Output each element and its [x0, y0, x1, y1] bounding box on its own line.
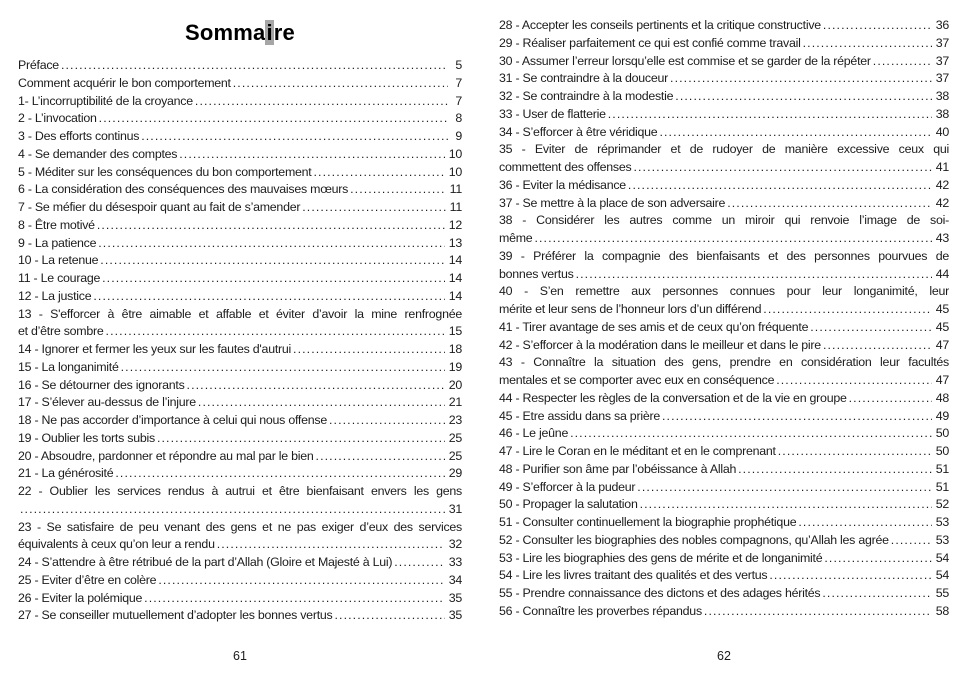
toc-entry-text: 26 - Eviter la polémique: [18, 590, 143, 605]
toc-page-number: 7: [455, 93, 462, 108]
toc-line[interactable]: [18, 128, 462, 146]
toc-entry-text: commettent des offenses: [499, 160, 632, 174]
toc-line[interactable]: [499, 301, 949, 319]
toc-line[interactable]: [18, 448, 462, 466]
toc-page-number: 49: [935, 408, 949, 423]
dot-leader: [568, 425, 932, 443]
toc-entry-text: 3 - Des efforts continus: [18, 129, 140, 143]
toc-line[interactable]: [18, 465, 462, 483]
toc-line[interactable]: [499, 230, 949, 248]
toc-list-right: [499, 17, 949, 621]
dot-leader: [822, 550, 931, 568]
toc-page-number: 43: [935, 231, 949, 245]
toc-entry-text: équivalents à ceux qu’on leur a rendu: [18, 537, 215, 552]
toc-line[interactable]: [499, 35, 949, 53]
toc-page-number: 25: [448, 448, 462, 463]
toc-line[interactable]: [18, 164, 462, 182]
dot-leader: [736, 461, 932, 479]
dot-leader: [177, 146, 444, 164]
toc-line[interactable]: [499, 603, 949, 621]
dot-leader: [300, 199, 445, 217]
toc-entry-text: 47 - Lire le Coran en le méditant et en le comprenant: [499, 444, 776, 458]
dot-leader: [847, 390, 932, 408]
toc-entry-text: 28 - Accepter les conseils pertinents et la critique constructive: [499, 18, 821, 32]
toc-entry-text: 31 - Se contraindre à la douceur: [499, 71, 669, 86]
dot-leader: [606, 106, 932, 124]
toc-page-number: 35: [448, 608, 462, 623]
dot-leader: [96, 235, 444, 253]
toc-line[interactable]: [499, 88, 949, 106]
toc-page-number: 38: [935, 89, 949, 103]
toc-line[interactable]: [499, 585, 949, 603]
toc-page-number: 14: [448, 253, 462, 268]
toc-line[interactable]: [18, 323, 462, 341]
toc-line[interactable]: [18, 199, 462, 217]
dot-leader: [761, 301, 931, 319]
toc-line[interactable]: [18, 341, 462, 359]
dot-leader: [100, 270, 445, 288]
toc-page-number: 10: [448, 146, 462, 161]
dot-leader: [774, 372, 931, 390]
dot-leader: [702, 603, 932, 621]
toc-entry-text: 7 - Se méfier du désespoir quant au fait de s’amender: [18, 200, 301, 214]
toc-line[interactable]: [499, 461, 949, 479]
toc-line[interactable]: [499, 532, 949, 550]
toc-entry-text: 15 - La longanimité: [18, 359, 119, 374]
toc-page-number: 54: [935, 550, 949, 565]
toc-page-number: 23: [448, 413, 462, 427]
toc-page-number: 25: [448, 430, 462, 445]
toc-entry-text: 4 - Se demander des comptes: [18, 146, 178, 161]
toc-page-number: 18: [448, 342, 462, 356]
toc-list-left: [18, 57, 462, 625]
toc-entry-text: 29 - Réaliser parfaitement ce qui est confié comme travail: [499, 35, 801, 50]
toc-page-number: 11: [449, 200, 462, 214]
dot-leader: [660, 408, 932, 426]
toc-page-number: 9: [455, 129, 462, 143]
toc-entry-text: 52 - Consulter les biographies des nobles compagnons, qu’Allah les agrée: [499, 532, 889, 547]
dot-leader: [635, 479, 931, 497]
toc-entry-text: 1- L’incorruptibilité de la croyance: [18, 93, 193, 108]
toc-page-right: [499, 17, 949, 621]
toc-line[interactable]: [18, 146, 462, 164]
dot-leader: [631, 159, 931, 177]
toc-page-number: 37: [935, 35, 949, 50]
dot-leader: [889, 532, 932, 550]
toc-line[interactable]: [18, 377, 462, 395]
toc-line[interactable]: [18, 430, 462, 448]
toc-line[interactable]: [18, 536, 462, 554]
toc-page-number: 34: [448, 572, 462, 587]
dot-leader: [668, 70, 932, 88]
toc-page-number: 42: [935, 177, 949, 192]
toc-page-left: [18, 20, 462, 625]
dot-leader: [97, 110, 448, 128]
dot-leader: [532, 230, 931, 248]
page-number-footer-right: 62: [717, 649, 731, 663]
dot-leader: [104, 323, 445, 341]
toc-page-number: 13: [448, 235, 462, 250]
toc-line[interactable]: [18, 607, 462, 625]
page-title[interactable]: [18, 20, 462, 46]
dot-leader: [156, 572, 444, 590]
toc-line[interactable]: [18, 412, 462, 430]
toc-entry-text: 48 - Purifier son âme par l’obéissance à Allah: [499, 461, 737, 476]
toc-line[interactable]: [499, 17, 949, 35]
toc-line[interactable]: [499, 514, 949, 532]
toc-page-number: 11: [449, 182, 462, 197]
dot-leader: [95, 217, 445, 235]
dot-leader: [314, 448, 445, 466]
dot-leader: [142, 590, 445, 608]
toc-page-number: 14: [448, 288, 462, 303]
toc-line[interactable]: [18, 359, 462, 377]
toc-line[interactable]: [18, 270, 462, 288]
dot-leader: [348, 181, 446, 199]
dot-leader: [725, 195, 932, 213]
toc-entry-text: 36 - Eviter la médisance: [499, 177, 626, 192]
toc-line[interactable]: 23 - Se satisfaire de peu venant des gens et ne pas exiger d’eux des services: [18, 519, 462, 534]
dot-leader: [139, 128, 448, 146]
toc-line[interactable]: [499, 337, 949, 355]
dot-leader: [821, 17, 932, 35]
toc-page-number: 7: [455, 75, 462, 90]
dot-leader: [215, 536, 445, 554]
dot-leader: [185, 377, 445, 395]
toc-entry-text: 5 - Méditer sur les conséquences du bon comportement: [18, 164, 312, 179]
toc-page-number: 58: [935, 603, 949, 618]
toc-entry-text: 18 - Ne pas accorder d’importance à celui qui nous offense: [18, 413, 327, 427]
toc-line[interactable]: [18, 554, 462, 572]
dot-leader: [808, 319, 931, 337]
toc-page-number: 40: [935, 124, 949, 139]
toc-entry-text: 6 - La considération des conséquences des mauvaises mœurs: [18, 182, 349, 197]
toc-page-number: 54: [935, 568, 949, 583]
toc-page-number: 32: [448, 537, 462, 552]
toc-page-number: 41: [935, 160, 949, 174]
toc-entry-text: mentales et se comporter avec eux en conséquence: [499, 373, 775, 387]
toc-entry-text: 54 - Lire les livres traitant des qualités et des vertus: [499, 568, 768, 583]
toc-line[interactable]: [18, 252, 462, 270]
toc-page-number: 50: [935, 444, 949, 458]
dot-leader: [196, 394, 445, 412]
dot-leader: [796, 514, 931, 532]
toc-entry-text: 2 - L’invocation: [18, 111, 97, 126]
toc-entry-text: même: [499, 231, 533, 245]
toc-entry-text: 17 - S’élever au-dessus de l’injure: [18, 395, 196, 410]
toc-page-number: 5: [455, 58, 462, 72]
toc-entry-text: 45 - Etre assidu dans sa prière: [499, 408, 660, 423]
toc-line[interactable]: [499, 53, 949, 71]
toc-page-number: 42: [935, 195, 949, 210]
toc-page-number: 48: [935, 390, 949, 405]
toc-page-number: 50: [935, 426, 949, 441]
text-cursor: i: [266, 20, 273, 45]
dot-leader: [119, 359, 445, 377]
toc-entry-text: 41 - Tirer avantage de ses amis et de ceux qu’on fréquente: [499, 319, 809, 334]
toc-page-number: 8: [455, 111, 462, 126]
toc-page-number: 12: [448, 217, 462, 232]
toc-entry-text: 46 - Le jeûne: [499, 426, 569, 441]
dot-leader: [231, 75, 448, 93]
toc-line[interactable]: [499, 70, 949, 88]
toc-line[interactable]: [18, 93, 462, 111]
title-text-after: re: [273, 20, 295, 45]
toc-page-number: 21: [448, 395, 462, 410]
toc-line[interactable]: 40 - S’en remettre aux personnes connues pour leur longanimité, leur: [499, 284, 949, 299]
toc-line[interactable]: [18, 394, 462, 412]
toc-page-number: 55: [935, 586, 949, 600]
toc-line[interactable]: 35 - Eviter de réprimander et de rudoyer de manière excessive ceux qui: [499, 142, 949, 157]
toc-page-number: 37: [935, 53, 949, 68]
toc-page-number: 10: [448, 164, 462, 179]
dot-leader: [392, 554, 444, 572]
toc-entry-text: 19 - Oublier les torts subis: [18, 430, 155, 445]
toc-entry-text: 16 - Se détourner des ignorants: [18, 377, 185, 392]
toc-page-number: 31: [448, 501, 462, 516]
dot-leader: [193, 93, 448, 111]
toc-entry-text: 44 - Respecter les règles de la conversation et de la vie en groupe: [499, 390, 847, 405]
toc-page-number: 53: [935, 515, 949, 529]
toc-entry-text: 42 - S’efforcer à la modération dans le meilleur et dans le pire: [499, 337, 821, 352]
toc-entry-text: 37 - Se mettre à la place de son adversaire: [499, 195, 726, 210]
toc-entry-text: Préface: [18, 58, 59, 72]
toc-entry-text: 10 - La retenue: [18, 253, 99, 268]
dot-leader: [113, 465, 444, 483]
toc-line[interactable]: [499, 177, 949, 195]
toc-line[interactable]: [18, 235, 462, 253]
toc-line[interactable]: 13 - S'efforcer à être aimable et affable et éviter d’avoir la mine renfrognée: [18, 306, 462, 321]
toc-entry-text: 34 - S’efforcer à être véridique: [499, 124, 658, 139]
toc-page-number: 51: [935, 461, 949, 476]
toc-line[interactable]: 43 - Connaître la situation des gens, prendre en considération leur facultés: [499, 355, 949, 370]
toc-line[interactable]: [499, 479, 949, 497]
toc-entry-text: 12 - La justice: [18, 288, 92, 303]
dot-leader: [657, 124, 931, 142]
toc-page-number: 52: [935, 497, 949, 512]
toc-page-number: 15: [448, 324, 462, 339]
dot-leader: [18, 501, 445, 519]
toc-line[interactable]: [499, 496, 949, 514]
toc-line[interactable]: [499, 408, 949, 426]
toc-entry-text: 11 - Le courage: [18, 271, 101, 285]
dot-leader: [767, 567, 931, 585]
toc-entry-text: 14 - Ignorer et fermer les yeux sur les fautes d'autrui: [18, 342, 292, 356]
toc-page-number: 45: [935, 319, 949, 334]
toc-line[interactable]: [18, 590, 462, 608]
dot-leader: [776, 443, 932, 461]
toc-page-number: 37: [935, 71, 949, 86]
toc-line[interactable]: 22 - Oublier les services rendus à autrui et être bienfaisant envers les gens: [18, 484, 462, 498]
toc-entry-text: 20 - Absoudre, pardonner et répondre au mal par le bien: [18, 448, 314, 463]
dot-leader: [312, 164, 445, 182]
dot-leader: [638, 496, 932, 514]
toc-entry-text: 24 - S’attendre à être rétribué de la part d’Allah (Gloire et Majesté à Lui): [18, 555, 393, 569]
page-number-footer-left: 61: [233, 649, 247, 663]
toc-line[interactable]: 38 - Considérer les autres comme un miroir qui renvoie l’image de soi-: [499, 213, 949, 228]
toc-entry-text: 30 - Assumer l’erreur lorsqu’elle est commise et se garder de la répéter: [499, 53, 871, 68]
toc-entry-text: Comment acquérir le bon comportement: [18, 75, 231, 90]
dot-leader: [332, 607, 444, 625]
toc-page-number: 38: [935, 106, 949, 121]
toc-line[interactable]: [499, 159, 949, 177]
toc-line[interactable]: [499, 319, 949, 337]
toc-entry-text: mérite et leur sens de l’honneur lors d’un différend: [499, 302, 762, 316]
dot-leader: [91, 288, 444, 306]
toc-line[interactable]: [499, 372, 949, 390]
toc-page-number: 19: [448, 359, 462, 374]
toc-entry-text: 25 - Eviter d’être en colère: [18, 572, 157, 587]
toc-entry-text: 21 - La générosité: [18, 466, 114, 481]
toc-line[interactable]: [499, 106, 949, 124]
toc-line[interactable]: [18, 181, 462, 199]
dot-leader: [871, 53, 932, 71]
title-text-before: Somma: [185, 20, 266, 45]
toc-line[interactable]: [18, 57, 462, 75]
toc-entry-text: et d’être sombre: [18, 324, 104, 339]
toc-line[interactable]: [499, 195, 949, 213]
toc-line[interactable]: [18, 501, 462, 519]
toc-entry-text: 33 - User de flatterie: [499, 106, 606, 121]
toc-page-number: 51: [935, 479, 949, 494]
toc-page-number: 29: [448, 466, 462, 481]
dot-leader: [327, 412, 445, 430]
toc-line[interactable]: [499, 425, 949, 443]
toc-line[interactable]: [499, 266, 949, 284]
toc-line[interactable]: [499, 550, 949, 568]
dot-leader: [673, 88, 931, 106]
toc-line[interactable]: [499, 124, 949, 142]
toc-entry-text: 50 - Propager la salutation: [499, 497, 638, 512]
dot-leader: [820, 585, 931, 603]
toc-entry-text: 27 - Se conseiller mutuellement d’adopter les bonnes vertus: [18, 608, 333, 623]
toc-entry-text: 53 - Lire les biographies des gens de mérite et de longanimité: [499, 550, 823, 565]
toc-page-number: 20: [448, 377, 462, 392]
toc-line[interactable]: [18, 110, 462, 128]
toc-entry-text: 55 - Prendre connaissance des dictons et des adages hérités: [499, 586, 821, 600]
toc-page-number: 47: [935, 373, 949, 387]
toc-line[interactable]: [18, 217, 462, 235]
dot-leader: [155, 430, 445, 448]
dot-leader: [574, 266, 932, 284]
toc-line[interactable]: [18, 572, 462, 590]
toc-line[interactable]: [18, 288, 462, 306]
toc-entry-text: bonnes vertus: [499, 266, 574, 281]
toc-line[interactable]: [499, 567, 949, 585]
toc-line[interactable]: 39 - Préférer la compagnie des bienfaisants et des personnes pourvues de: [499, 248, 949, 263]
toc-entry-text: 32 - Se contraindre à la modestie: [499, 89, 674, 103]
toc-page-number: 45: [935, 302, 949, 316]
toc-entry-text: 51 - Consulter continuellement la biographie prophétique: [499, 515, 797, 529]
toc-entry-text: 49 - S’efforcer à la pudeur: [499, 479, 636, 494]
dot-leader: [98, 252, 444, 270]
toc-page-number: 35: [448, 590, 462, 605]
toc-line[interactable]: [499, 443, 949, 461]
toc-page-number: 14: [448, 271, 462, 285]
dot-leader: [626, 177, 932, 195]
dot-leader: [59, 57, 448, 75]
toc-entry-text: 56 - Connaître les proverbes répandus: [499, 603, 702, 618]
toc-line[interactable]: [18, 75, 462, 93]
toc-entry-text: 8 - Être motivé: [18, 217, 95, 232]
toc-page-number: 47: [935, 337, 949, 352]
toc-line[interactable]: [499, 390, 949, 408]
dot-leader: [291, 341, 445, 359]
toc-page-number: 36: [935, 18, 949, 32]
dot-leader: [801, 35, 932, 53]
toc-page-number: 33: [448, 555, 462, 569]
toc-entry-text: 9 - La patience: [18, 235, 97, 250]
toc-page-number: 44: [935, 266, 949, 281]
toc-page-number: 53: [935, 532, 949, 547]
dot-leader: [821, 337, 932, 355]
